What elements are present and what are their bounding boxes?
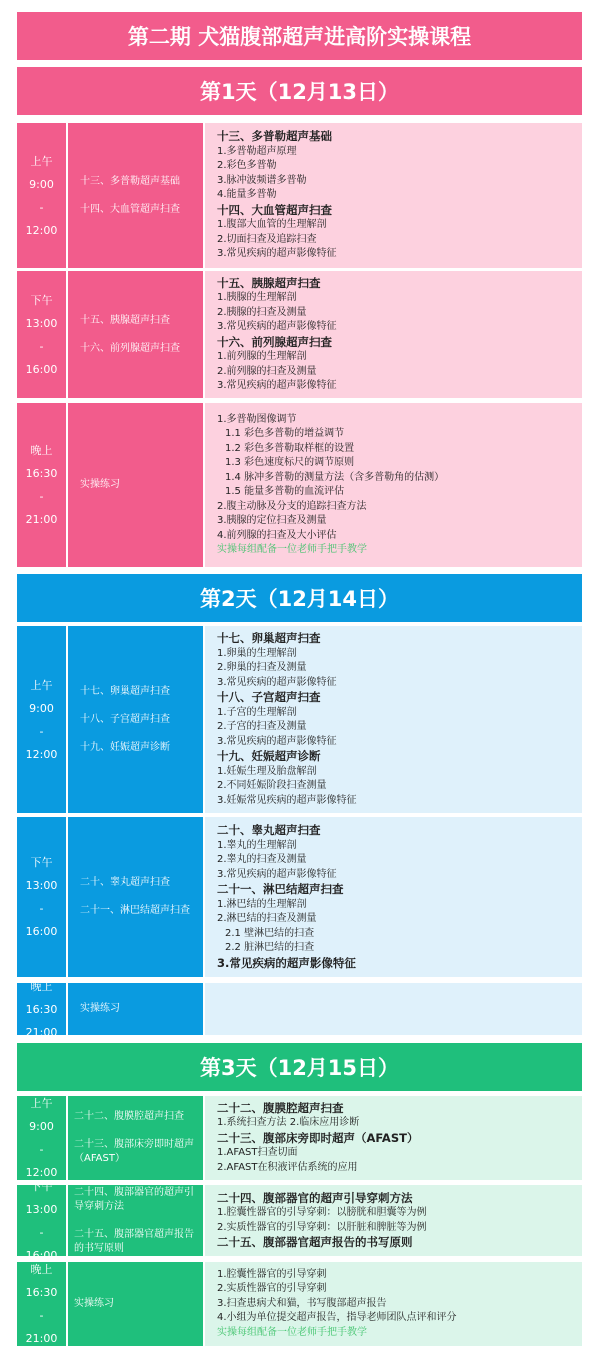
day-3-afternoon-session: [17, 1179, 582, 1262]
detail-line: 3.常见疾病的超声影像特征: [217, 380, 337, 391]
day-3-morning-session: [17, 1096, 582, 1180]
detail-subitem: 1.4 脉冲多普勒的测量方法（含多普勒角的估测）: [225, 471, 445, 483]
session-time: [17, 817, 66, 977]
period-label: 下午: [30, 293, 53, 307]
time-separator: -: [39, 902, 44, 915]
session-topics: [68, 626, 203, 813]
detail-line: 4.能量多普勒: [217, 189, 277, 201]
detail-line: 3.胰腺的定位扫查及测量: [217, 515, 327, 526]
start-time: 9:00: [29, 701, 54, 715]
day-2-afternoon-session: [17, 817, 582, 977]
day-3-title: 第3天（12月15日）: [17, 1043, 582, 1091]
session-time: [17, 1179, 66, 1262]
detail-heading: 十八、子宫超声扫查: [217, 690, 321, 704]
detail-line: 1.系统扫查方法 2.临床应用诊断: [217, 1117, 360, 1129]
session-time: [17, 271, 66, 398]
period-label: 晚上: [30, 979, 53, 993]
detail-line: 2.彩色多普勒: [217, 160, 277, 172]
session-time: [17, 626, 66, 813]
detail-line: 1.多普勒图像调节: [217, 413, 297, 425]
session-topics: [68, 271, 203, 398]
session-detail: [205, 983, 582, 1035]
day-1-afternoon-session: [17, 271, 582, 398]
session-time: [17, 979, 66, 1039]
detail-line: 3.脉冲波频谱多普勒: [217, 174, 307, 186]
session-detail: [205, 626, 582, 813]
detail-line: 1.淋巴结的生理解剖: [217, 898, 307, 910]
end-time: 12:00: [25, 1166, 58, 1179]
period-label: 上午: [30, 154, 53, 168]
detail-line: 2.腹主动脉及分支的追踪扫查方法: [217, 500, 367, 512]
session-detail: [205, 123, 582, 268]
detail-heading: 十五、胰腺超声扫查: [217, 275, 321, 290]
detail-heading: 二十三、腹部床旁即时超声（AFAST）: [217, 1130, 419, 1145]
period-label: 晚上: [30, 444, 53, 457]
session-topics: [68, 1185, 203, 1256]
topic-item: 实操练习: [80, 1003, 120, 1014]
end-time: 12:00: [25, 747, 58, 761]
topic-item: 十五、胰腺超声扫查: [80, 314, 170, 326]
detail-line: 2.不同妊娠阶段扫查测量: [217, 780, 327, 791]
detail-line: 1.腔囊性器官的引导穿刺: [217, 1268, 327, 1280]
end-time: 21:00: [25, 1332, 58, 1345]
day-1-evening-session: [17, 403, 582, 567]
detail-line: 2.前列腺的扫查及测量: [217, 365, 317, 377]
start-time: 16:30: [25, 467, 58, 480]
start-time: 13:00: [25, 879, 58, 892]
detail-subitem: 1.1 彩色多普勒的增益调节: [225, 428, 345, 439]
detail-line: 3.常见疾病的超声影像特征: [217, 321, 337, 332]
session-time: [17, 1262, 66, 1346]
topic-item: 实操练习: [74, 1298, 114, 1309]
session-time: [17, 1096, 66, 1180]
session-detail: [205, 817, 582, 977]
end-time: 16:00: [25, 925, 58, 938]
period-label: 上午: [30, 1097, 53, 1110]
session-time: [17, 403, 66, 567]
detail-heading: 十三、多普勒超声基础: [217, 129, 332, 144]
detail-subitem: 1.5 能量多普勒的血流评估: [225, 486, 345, 497]
detail-line: 2.实质性器官的引导穿刺: [217, 1283, 327, 1295]
time-separator: -: [39, 490, 44, 503]
time-separator: -: [39, 724, 44, 738]
topic-item: 实操练习: [80, 479, 120, 490]
detail-line: 3.常见疾病的超声影像特征: [217, 868, 337, 880]
session-detail: [205, 1096, 582, 1180]
start-time: 9:00: [29, 177, 54, 191]
detail-line: 2.卵巢的扫查及测量: [217, 662, 307, 673]
start-time: 13:00: [25, 1202, 58, 1216]
detail-line: 2.实质性器官的引导穿刺：以肝脏和脾脏等为例: [217, 1221, 427, 1233]
detail-line: 4.前列腺的扫查及大小评估: [217, 529, 337, 541]
start-time: 16:30: [25, 1002, 58, 1016]
day-3-evening-session: [17, 1262, 582, 1346]
end-time: 16:00: [25, 362, 58, 376]
detail-heading: 十六、前列腺超声扫查: [217, 334, 332, 349]
session-time: [17, 123, 66, 268]
teaching-note: 实操每组配备一位老师手把手教学: [217, 544, 367, 555]
detail-subitem: 2.2 脏淋巴结的扫查: [225, 942, 315, 953]
detail-line: 3.扫查患病犬和猫，书写腹部超声报告: [217, 1297, 387, 1309]
session-topics: [68, 817, 203, 977]
detail-line: 2.胰腺的扫查及测量: [217, 306, 307, 318]
time-separator: -: [39, 200, 44, 214]
page-title: 第二期 犬猫腹部超声进高阶实操课程: [17, 12, 582, 60]
topic-item: 二十五、腹部器官超声报告的书写原则: [74, 1228, 194, 1254]
detail-line: 2.子宫的扫查及测量: [217, 721, 307, 732]
detail-line: 2.睾丸的扫查及测量: [217, 854, 307, 865]
topic-item: 十三、多普勒超声基础: [80, 175, 180, 187]
detail-line: 2.淋巴结的扫查及测量: [217, 913, 317, 924]
detail-line: 2.AFAST在积液评估系统的应用: [217, 1161, 358, 1173]
day-1-morning-session: [17, 123, 582, 268]
detail-line: 3.常见疾病的超声影像特征: [217, 248, 337, 260]
topic-item: 十七、卵巢超声扫查: [80, 685, 170, 697]
start-time: 13:00: [25, 316, 58, 330]
topic-item: 十六、前列腺超声扫查: [80, 342, 180, 354]
topic-item: 十九、妊娠超声诊断: [80, 741, 170, 753]
session-topics: [68, 403, 203, 567]
detail-subitem: 1.3 彩色速度标尺的调节原则: [225, 457, 355, 468]
detail-line: 1.胰腺的生理解剖: [217, 292, 297, 303]
topic-item: 二十、睾丸超声扫查: [80, 877, 170, 888]
end-time: 21:00: [25, 513, 58, 526]
period-label: 下午: [30, 856, 53, 869]
detail-line: 1.腔囊性器官的引导穿刺：以膀胱和胆囊等为例: [217, 1207, 427, 1218]
time-separator: -: [39, 1143, 44, 1156]
detail-line: 1.妊娠生理及胎盘解剖: [217, 765, 317, 777]
end-time: 21:00: [25, 1025, 58, 1039]
time-separator: -: [39, 339, 44, 353]
period-label: 晚上: [30, 1263, 53, 1276]
detail-line: 4.小组为单位提交超声报告，指导老师团队点评和评分: [217, 1312, 457, 1324]
detail-line: 1.子宫的生理解剖: [217, 706, 297, 718]
session-detail: [205, 271, 582, 398]
day-2-evening-session: [17, 979, 582, 1039]
session-topics: [68, 1262, 203, 1346]
end-time: 12:00: [25, 223, 58, 237]
detail-heading: 二十五、腹部器官超声报告的书写原则: [217, 1235, 413, 1249]
end-time: 16:00: [25, 1248, 58, 1262]
topic-item: 二十一、淋巴结超声扫查: [80, 905, 190, 916]
detail-line: 1.腹部大血管的生理解剖: [217, 219, 327, 231]
detail-heading: 二十四、腹部器官的超声引导穿刺方法: [217, 1190, 413, 1205]
detail-line: 1.前列腺的生理解剖: [217, 351, 307, 362]
detail-heading: 二十二、腹膜腔超声扫查: [217, 1100, 344, 1115]
detail-heading: 二十、睾丸超声扫查: [217, 823, 321, 837]
teaching-note: 实操每组配备一位老师手把手教学: [217, 1326, 367, 1338]
detail-line: 3.常见疾病的超声影像特征: [217, 735, 337, 747]
topic-item: 二十四、腹部器官的超声引导穿刺方法: [74, 1186, 194, 1212]
time-separator: -: [39, 1225, 44, 1239]
time-separator: -: [39, 1309, 44, 1322]
session-topics: [68, 983, 203, 1035]
topic-item: 十八、子宫超声扫查: [80, 713, 170, 725]
detail-subitem: 2.1 壁淋巴结的扫查: [225, 927, 315, 939]
session-detail: [205, 1185, 582, 1256]
start-time: 9:00: [29, 1120, 54, 1133]
session-detail: [205, 403, 582, 567]
day-2-title: 第2天（12月14日）: [17, 574, 582, 622]
detail-line: 1.卵巢的生理解剖: [217, 647, 297, 659]
detail-subitem: 1.2 彩色多普勒取样框的设置: [225, 442, 355, 454]
detail-heading: 十七、卵巢超声扫查: [217, 631, 321, 645]
period-label: 上午: [30, 678, 53, 692]
period-label: 下午: [30, 1179, 53, 1193]
topic-item: 二十三、腹部床旁即时超声（AFAST）: [74, 1139, 194, 1164]
topic-item: 二十二、腹膜腔超声扫查: [74, 1111, 184, 1122]
detail-line: 1.AFAST扫查切面: [217, 1147, 298, 1159]
day-2-morning-session: [17, 626, 582, 813]
session-topics: [68, 123, 203, 268]
detail-heading: 十九、妊娠超声诊断: [217, 749, 321, 763]
detail-line: 2.切面扫查及追踪扫查: [217, 233, 317, 245]
detail-heading: 十四、大血管超声扫查: [217, 202, 332, 217]
detail-heading: 二十一、淋巴结超声扫查: [217, 882, 344, 896]
session-detail: [205, 1262, 582, 1346]
detail-line: 1.睾丸的生理解剖: [217, 839, 297, 851]
session-topics: [68, 1096, 203, 1180]
topic-item: 十四、大血管超声扫查: [80, 203, 180, 215]
detail-line: 1.多普勒超声原理: [217, 145, 297, 157]
detail-line: 3.妊娠常见疾病的超声影像特征: [217, 794, 357, 806]
day-1-title: 第1天（12月13日）: [17, 67, 582, 115]
start-time: 16:30: [25, 1286, 58, 1299]
detail-line: 3.常见疾病的超声影像特征: [217, 676, 337, 688]
detail-heading: 3.常见疾病的超声影像特征: [217, 955, 356, 970]
